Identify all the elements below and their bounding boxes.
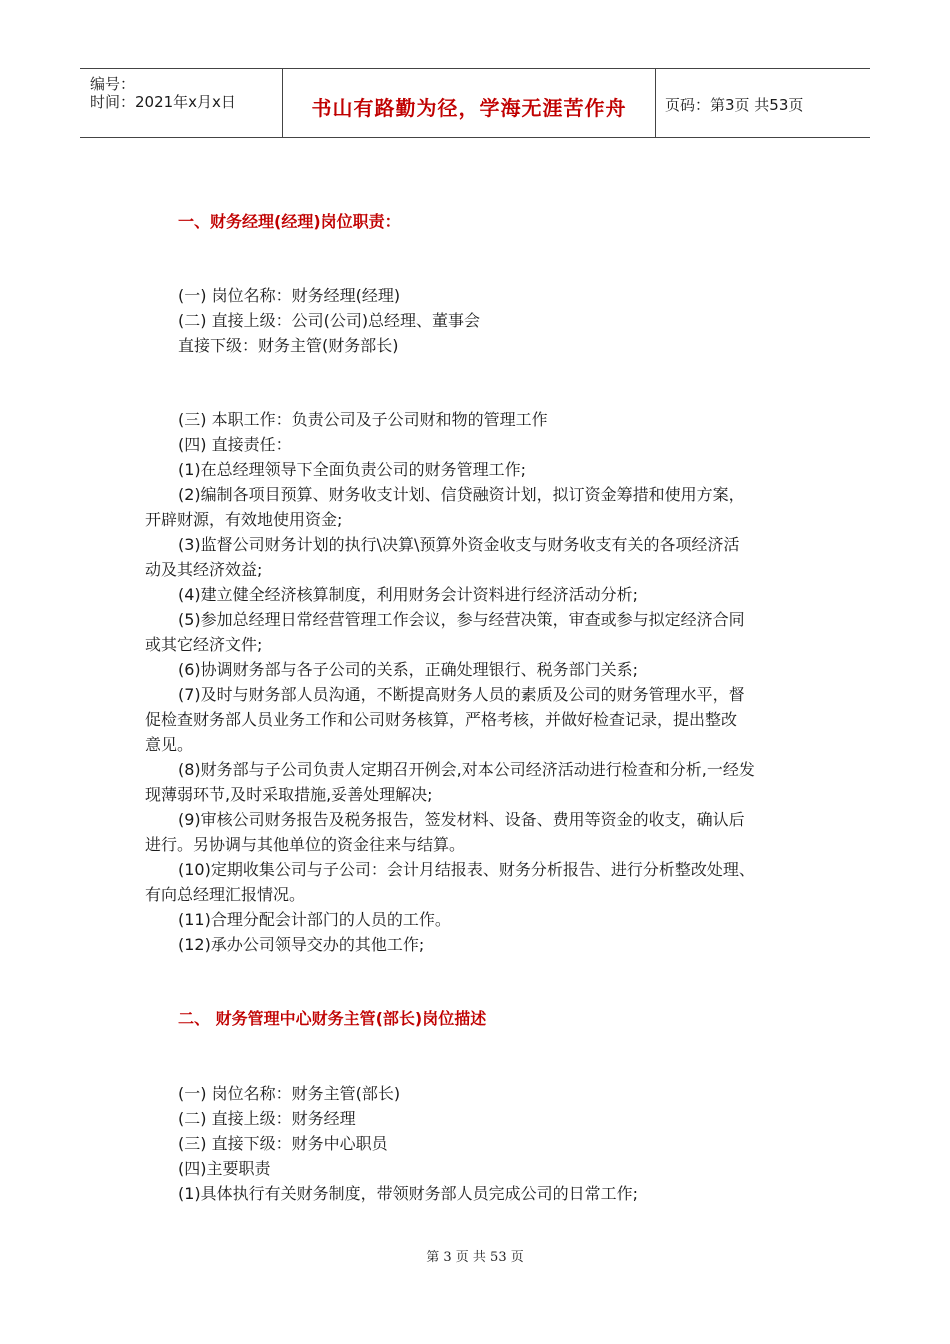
body-line: (2)编制各项目预算、财务收支计划、信贷融资计划，拟订资金筹措和使用方案， (178, 485, 745, 504)
document-date: 时间：2021年x月x日 (90, 93, 236, 111)
header-motto: 书山有路勤为径，学海无涯苦作舟 (311, 96, 627, 120)
body-line: (二) 直接上级：财务经理 (178, 1109, 356, 1128)
body-line: (二) 直接上级：公司(公司)总经理、董事会 (178, 311, 481, 330)
body-line: (1)在总经理领导下全面负责公司的财务管理工作; (178, 460, 527, 479)
body-line: 促检查财务部人员业务工作和公司财务核算，严格考核，并做好检查记录，提出整改 (145, 710, 738, 729)
document-number-label: 编号： (90, 75, 136, 93)
body-line: (8)财务部与子公司负责人定期召开例会,对本公司经济活动进行检查和分析,一经发 (178, 760, 755, 779)
body-line: (三) 直接下级：财务中心职员 (178, 1134, 388, 1153)
body-line: 或其它经济文件; (145, 635, 263, 654)
body-line: (1)具体执行有关财务制度，带领财务部人员完成公司的日常工作; (178, 1184, 639, 1203)
body-line: (3)监督公司财务计划的执行\决算\预算外资金收支与财务收支有关的各项经济活 (178, 535, 740, 554)
body-line: (一) 岗位名称：财务主管(部长) (178, 1084, 401, 1103)
header-page-info: 页码：第3页 共53页 (665, 96, 804, 114)
body-line: (5)参加总经理日常经营管理工作会议，参与经营决策，审查或参与拟定经济合同 (178, 610, 745, 629)
body-line: 有向总经理汇报情况。 (145, 885, 306, 904)
page-footer: 第 3 页 共 53 页 (426, 1250, 524, 1265)
body-line: (四)主要职责 (178, 1159, 271, 1178)
body-line: 动及其经济效益; (145, 560, 263, 579)
body-line: (一) 岗位名称：财务经理(经理) (178, 286, 401, 305)
body-line: (4)建立健全经济核算制度，利用财务会计资料进行经济活动分析; (178, 585, 639, 604)
body-line: (10)定期收集公司与子公司：会计月结报表、财务分析报告、进行分析整改处理、 (178, 860, 755, 879)
page-header (80, 68, 870, 138)
body-line: 开辟财源，有效地使用资金; (145, 510, 343, 529)
header-meta-cell (80, 69, 283, 137)
body-line: (12)承办公司领导交办的其他工作; (178, 935, 425, 954)
body-line: (9)审核公司财务报告及税务报告，签发材料、设备、费用等资金的收支，确认后 (178, 810, 745, 829)
body-line: (三) 本职工作：负责公司及子公司财和物的管理工作 (178, 410, 548, 429)
section-2-title: 二、 财务管理中心财务主管(部长)岗位描述 (178, 1009, 487, 1028)
body-line: 意见。 (145, 735, 194, 754)
body-line: (7)及时与财务部人员沟通，不断提高财务人员的素质及公司的财务管理水平，督 (178, 685, 745, 704)
body-line: (6)协调财务部与各子公司的关系，正确处理银行、税务部门关系; (178, 660, 639, 679)
body-line: 现薄弱环节,及时采取措施,妥善处理解决; (145, 785, 433, 804)
body-line: (11)合理分配会计部门的人员的工作。 (178, 910, 451, 929)
section-1-title: 一、财务经理(经理)岗位职责： (178, 212, 401, 231)
body-line: (四) 直接责任： (178, 435, 292, 454)
header-page-cell (656, 69, 870, 137)
body-line: 进行。另协调与其他单位的资金往来与结算。 (145, 835, 466, 854)
header-motto-cell (283, 69, 656, 137)
body-line: 直接下级：财务主管(财务部长) (178, 336, 399, 355)
